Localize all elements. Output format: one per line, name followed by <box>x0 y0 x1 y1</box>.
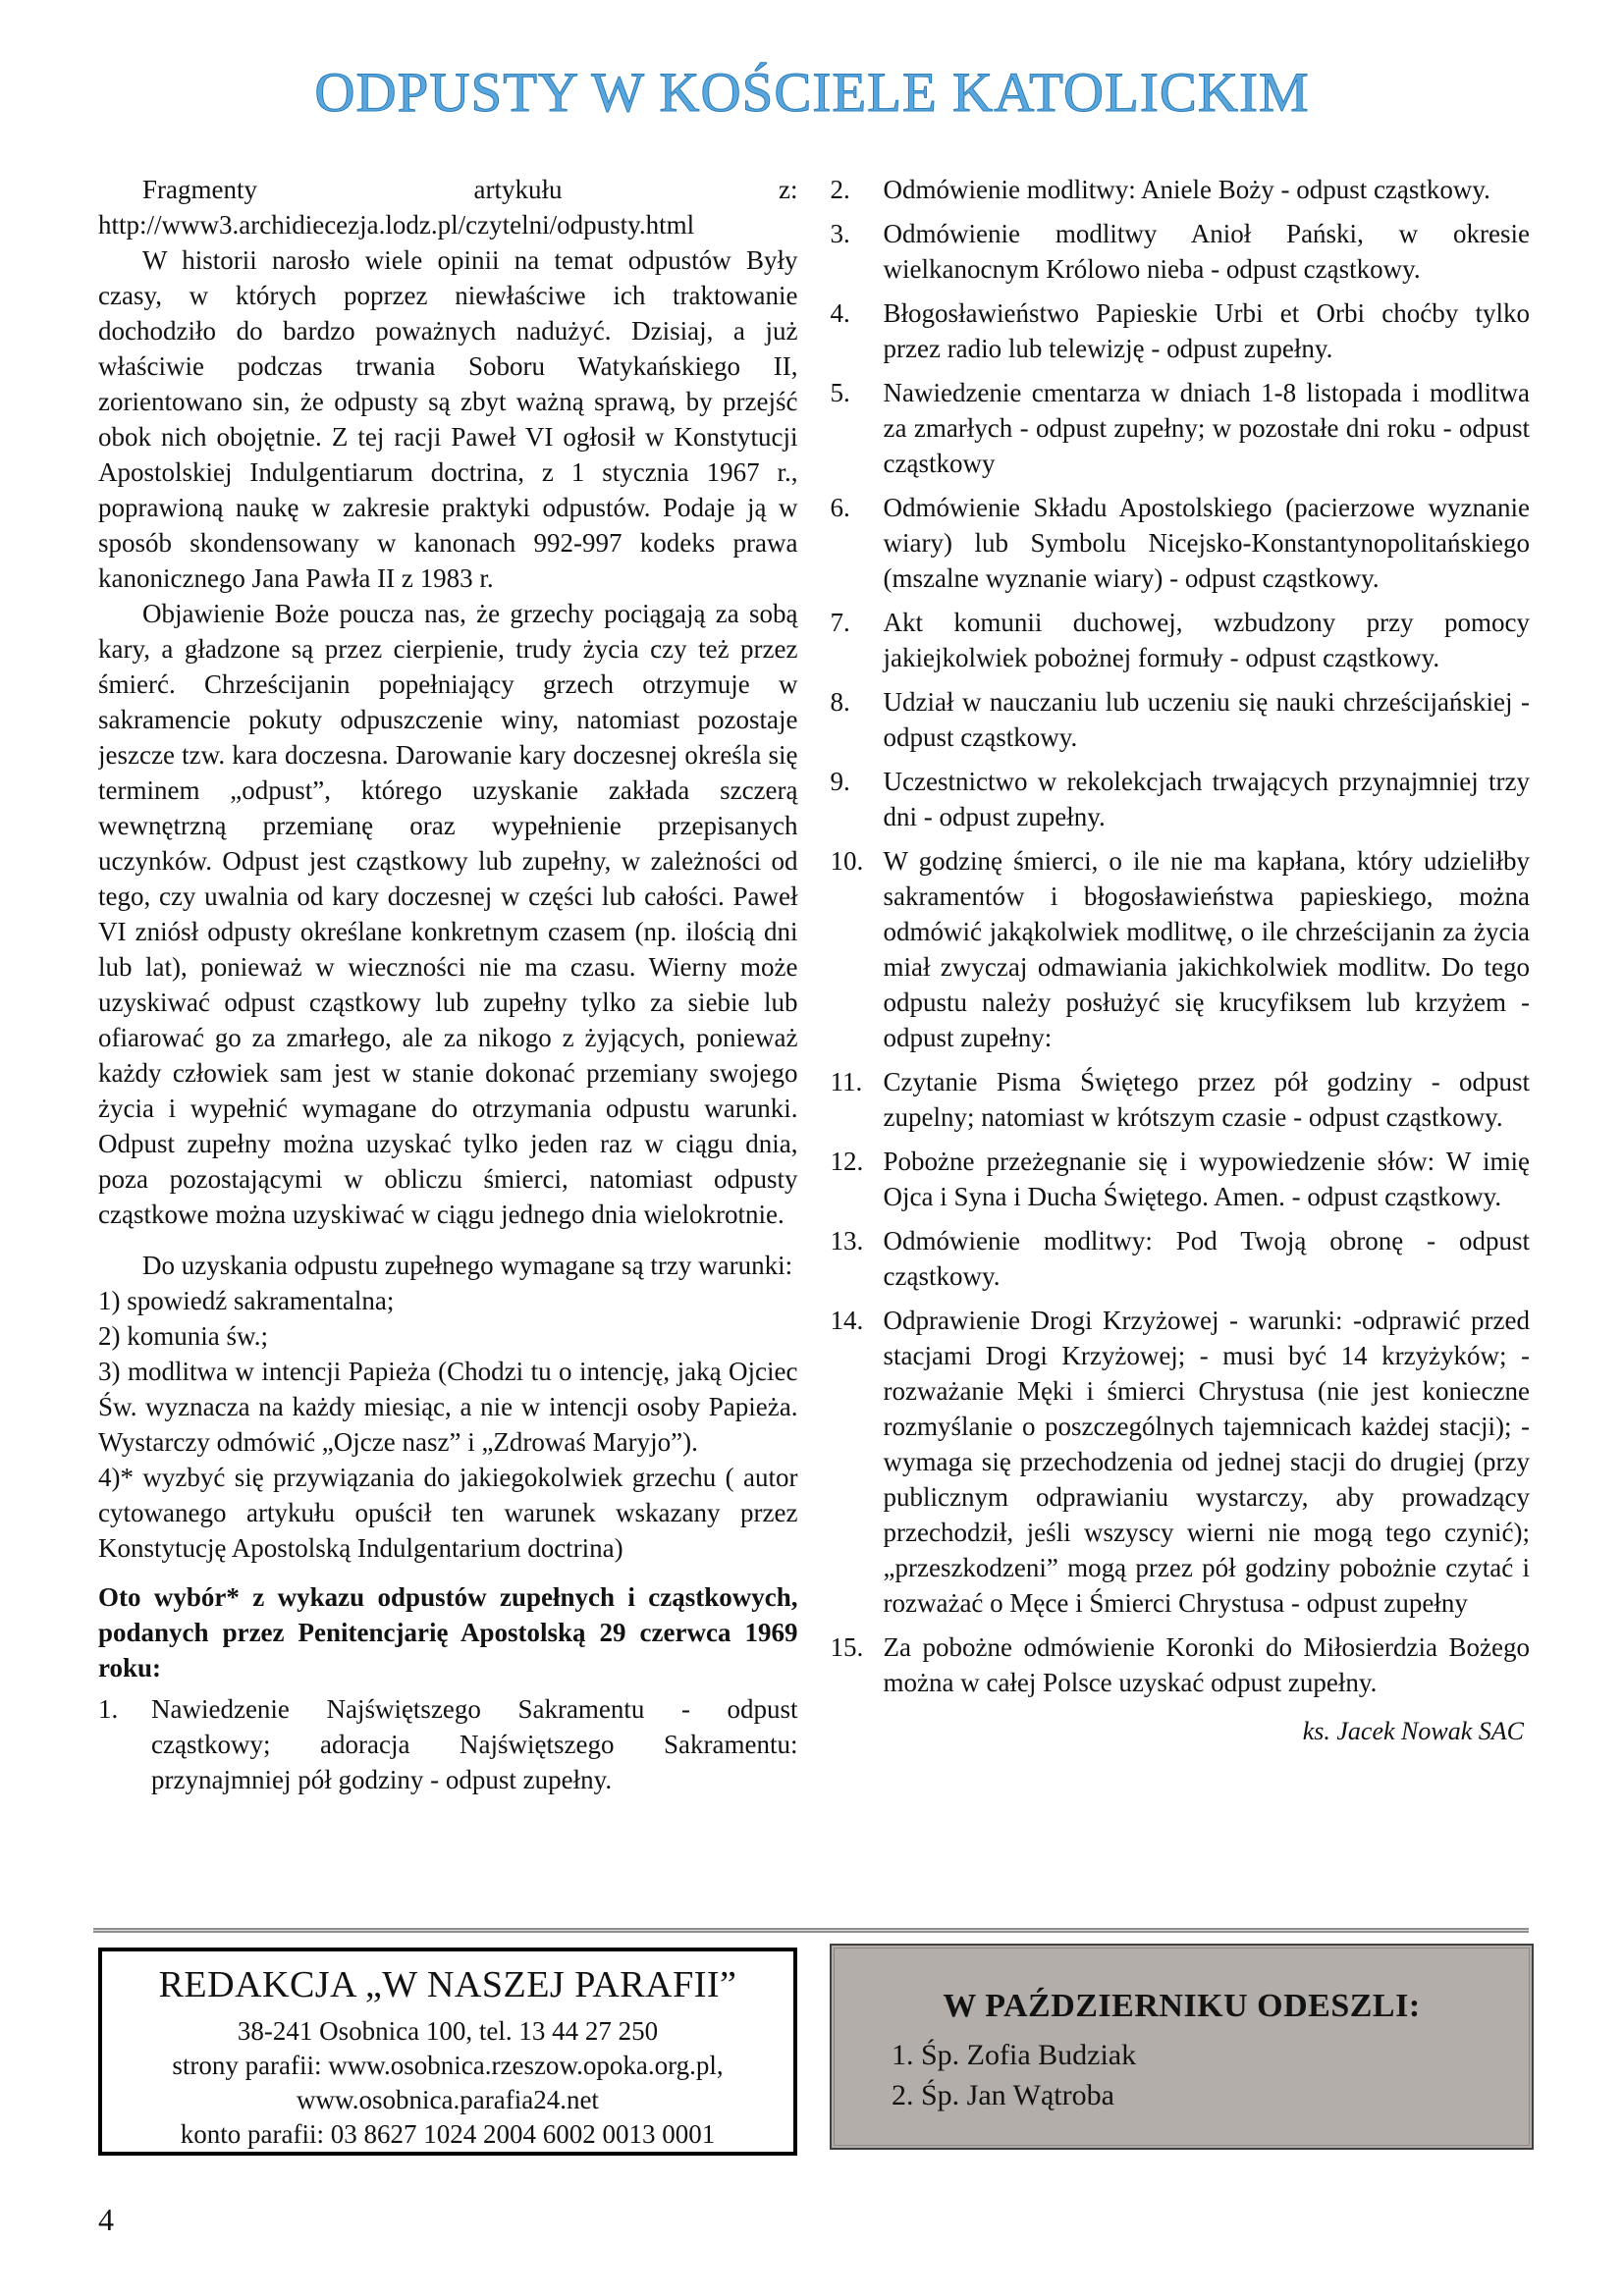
item-number: 3. <box>830 219 850 248</box>
item-text: Odmówienie modlitwy: Aniele Boży - odpust cząstkowy. <box>883 175 1490 204</box>
indulgence-item <box>831 1223 1531 1294</box>
item-text: Pobożne przeżegnanie się i wypowiedzenie słów: W imię Ojca i Syna i Ducha Świętego. Amen. - odpust cząstkowy. <box>883 1147 1530 1211</box>
item-number: 11. <box>830 1067 863 1096</box>
item-text: Akt komunii duchowej, wzbudzony przy pomocy jakiejkolwiek pobożnej formuły - odpust cząstkowy. <box>883 608 1530 672</box>
item-text: Odmówienie Składu Apostolskiego (pacierzowe wyznanie wiary) lub Symbolu Nicejsko-Konstantynopolitańskiego (mszalne wyznanie wiary) - odpust cząstkowy. <box>883 493 1530 593</box>
redakcja-contact-lines <box>102 2014 793 2152</box>
indulgence-item <box>831 1303 1531 1621</box>
paragraph: Fragmenty artykułu z: http://www3.archidiecezja.lodz.pl/czytelni/odpusty.html <box>98 175 798 240</box>
condition-line: 4)* wyzbyć się przywiązania do jakiegokolwiek grzechu ( autor cytowanego artykułu opuścił ten warunek wskazany przez Konstytucję Apostolską Indulgentarium doctrina) <box>98 1463 798 1563</box>
item-number: 13. <box>830 1226 864 1255</box>
odeszli-box <box>830 1944 1534 2150</box>
indulgence-item <box>831 1629 1531 1700</box>
paragraph: Objawienie Boże poucza nas, że grzechy pociągają za sobą kary, a gładzone są przez cierpienie, trudy życia czy też przez śmierć. Chrześcijanin popełniający grzech otrzymuje w sakramencie pokuty odpuszczenie winy, natomiast pozostaje jeszcze tzw. kara doczesna. Darowanie kary doczesnej określa się terminem „odpust”, którego uzyskanie zakłada szczerą wewnętrzną przemianę oraz wypełnienie przepisanych uczynków. Odpust jest cząstkowy lub zupełny, w zależności od tego, czy uwalnia od kary doczesnej w części lub całości. Paweł VI zniósł odpusty określane konkretnym czasem (np. ilością dni lub lat), ponieważ w wieczności nie ma czasu. Wierny może uzyskiwać odpust cząstkowy lub zupełny tylko za siebie lub ofiarować go za zmarłego, ale za nikogo z żyjących, ponieważ każdy człowiek sam jest w stanie dokonać przemiany swojego życia i wypełnić wymagane do otrzymania odpustu warunki. Odpust zupełny można uzyskać tylko jeden raz w ciągu dnia, poza pozostającymi w obliczu śmierci, natomiast odpusty cząstkowe można uzyskiwać w ciągu jednego dnia wielokrotnie. <box>98 599 798 1229</box>
item-number: 2. <box>830 175 850 204</box>
horizontal-rule <box>93 1928 1529 1933</box>
condition-line: 2) komunia św.; <box>98 1321 268 1351</box>
page-number: 4 <box>98 2202 114 2237</box>
indulgence-item <box>831 1064 1531 1135</box>
item-text: Czytanie Pisma Świętego przez pół godziny - odpust zupelny; natomiast w krótszym czasie - odpust cząstkowy. <box>883 1067 1530 1132</box>
indulgence-item <box>831 375 1531 481</box>
author-signature: ks. Jacek Nowak SAC <box>1302 1717 1524 1745</box>
redakcja-box <box>98 1948 797 2156</box>
odeszli-entries <box>892 2035 1529 2115</box>
item-text: Odmówienie modlitwy Anioł Pański, w okresie wielkanocnym Królowo nieba - odpust cząstkowy. <box>883 219 1530 284</box>
item-text: Uczestnictwo w rekolekcjach trwających przynajmniej trzy dni - odpust zupełny. <box>883 767 1530 831</box>
indulgence-item <box>831 216 1531 287</box>
redakcja-website-line: strony parafii: www.osobnica.rzeszow.opoka.org.pl, <box>172 2051 724 2080</box>
condition-line: 1) spowiedź sakramentalna; <box>98 1286 395 1315</box>
item-text: Udział w nauczaniu lub uczeniu się nauki chrześcijańskiej - odpust cząstkowy. <box>883 687 1530 752</box>
odeszli-box-inner-border <box>834 1948 1530 2146</box>
odeszli-title: W PAŹDZIERNIKU ODESZLI: <box>943 1988 1421 2024</box>
deceased-entry: 2. Śp. Jan Wątroba <box>892 2079 1114 2111</box>
indulgence-item <box>831 764 1531 834</box>
indulgence-item <box>98 1691 798 1797</box>
item-number: 4. <box>830 298 850 328</box>
item-text: W godzinę śmierci, o ile nie ma kapłana, który udzieliłby sakramentów i błogosławieństwa papieskiego, można odmówić jakąkolwiek modlitwę, o ile chrześcijanin za życia miał zwyczaj odmawiania jakichkolwiek modlitw. Do tego odpustu należy posłużyć się krucyfiksem lub krzyżem - odpust zupełny: <box>883 846 1530 1052</box>
indulgence-item <box>831 605 1531 675</box>
item-number: 8. <box>830 687 850 717</box>
item-text: Za pobożne odmówienie Koronki do Miłosierdzia Bożego można w całej Polsce uzyskać odpust zupełny. <box>883 1632 1530 1697</box>
item-text: Odmówienie modlitwy: Pod Twoją obronę - odpust cząstkowy. <box>883 1226 1530 1291</box>
list-intro: Oto wybór* z wykazu odpustów zupełnych i cząstkowych, podanych przez Penitencjarię Apostolską 29 czerwca 1969 roku: <box>98 1582 798 1682</box>
condition-line: 3) modlitwa w intencji Papieża (Chodzi tu o intencję, jaką Ojciec Św. wyznacza na każdy miesiąc, a nie w intencji osoby Papieża. Wystarczy odmówić „Ojcze nasz” i „Zdrowaś Maryjo”). <box>98 1357 798 1457</box>
item-number: 10. <box>830 846 864 876</box>
item-number: 6. <box>830 493 850 522</box>
paragraph: Do uzyskania odpustu zupełnego wymagane są trzy warunki: <box>142 1251 793 1280</box>
item-text: Błogosławieństwo Papieskie Urbi et Orbi choćby tylko przez radio lub telewizję - odpust zupełny. <box>883 298 1530 363</box>
paragraph: W historii narosło wiele opinii na temat odpustów Były czasy, w których poprzez niewłaściwe ich traktowanie dochodziło do bardzo poważnych nadużyć. Dzisiaj, a już właściwie podczas trwania Soboru Watykańskiego II, zorientowano sin, że odpusty są zbyt ważną sprawą, by przejść obok nich obojętnie. Z tej racji Paweł VI ogłosił w Konstytucji Apostolskiej Indulgentiarum doctrina, z 1 stycznia 1967 r., poprawioną naukę w zakresie praktyki odpustów. Podaje ją w sposób skondensowany w kanonach 992-997 kodeks prawa kanonicznego Jana Pawła II z 1983 r. <box>98 245 798 593</box>
page-title: ODPUSTY W KOŚCIELE KATOLICKIM <box>314 62 1310 124</box>
redakcja-title: REDAKCJA „W NASZEJ PARAFII” <box>158 1964 737 2005</box>
right-column <box>831 172 1531 1907</box>
item-number: 1. <box>98 1694 119 1724</box>
item-text: Nawiedzenie Najświętszego Sakramentu - odpust cząstkowy; adoracja Najświętszego Sakramentu: przynajmniej pół godziny - odpust zupełny. <box>151 1694 798 1794</box>
item-number: 9. <box>830 767 850 796</box>
indulgence-item <box>831 172 1531 207</box>
item-number: 5. <box>830 378 850 407</box>
indulgence-item <box>831 1144 1531 1214</box>
item-number: 12. <box>830 1147 864 1176</box>
item-number: 15. <box>830 1632 864 1662</box>
left-column <box>98 172 798 1907</box>
item-number: 14. <box>830 1306 864 1335</box>
indulgence-item <box>831 684 1531 755</box>
article-columns <box>98 172 1530 1907</box>
item-number: 7. <box>830 608 850 637</box>
indulgence-item <box>831 295 1531 366</box>
indulgence-item <box>831 490 1531 596</box>
item-text: Nawiedzenie cmentarza w dniach 1-8 listopada i modlitwa za zmarłych - odpust zupełny; w pozostałe dni roku - odpust cząstkowy <box>883 378 1530 478</box>
redakcja-account-line: konto parafii: 03 8627 1024 2004 6002 0013 0001 <box>180 2119 716 2149</box>
deceased-entry: 1. Śp. Zofia Budziak <box>892 2039 1137 2071</box>
redakcja-website-line: www.osobnica.parafia24.net <box>297 2085 599 2114</box>
item-text: Odprawienie Drogi Krzyżowej - warunki: -odprawić przed stacjami Drogi Krzyżowej; - musi być 14 krzyżyków; - rozważanie Męki i śmierci Chrystusa (nie jest konieczne rozmyślanie o poszczególnych tajemnicach każdej stacji); - wymaga się przechodzenia od jednej stacji do drugiej (przy publicznym odprawianiu wystarczy, aby prowadzący przechodził, jeśli wszyscy wierni nie mogą tego czynić); „przeszkodzeni” mogą przez pół godziny pobożnie czytać i rozważać o Męce i Śmierci Chrystusa - odpust zupełny <box>883 1306 1530 1618</box>
redakcja-address-line: 38-241 Osobnica 100, tel. 13 44 27 250 <box>237 2016 659 2046</box>
indulgence-item <box>831 843 1531 1055</box>
